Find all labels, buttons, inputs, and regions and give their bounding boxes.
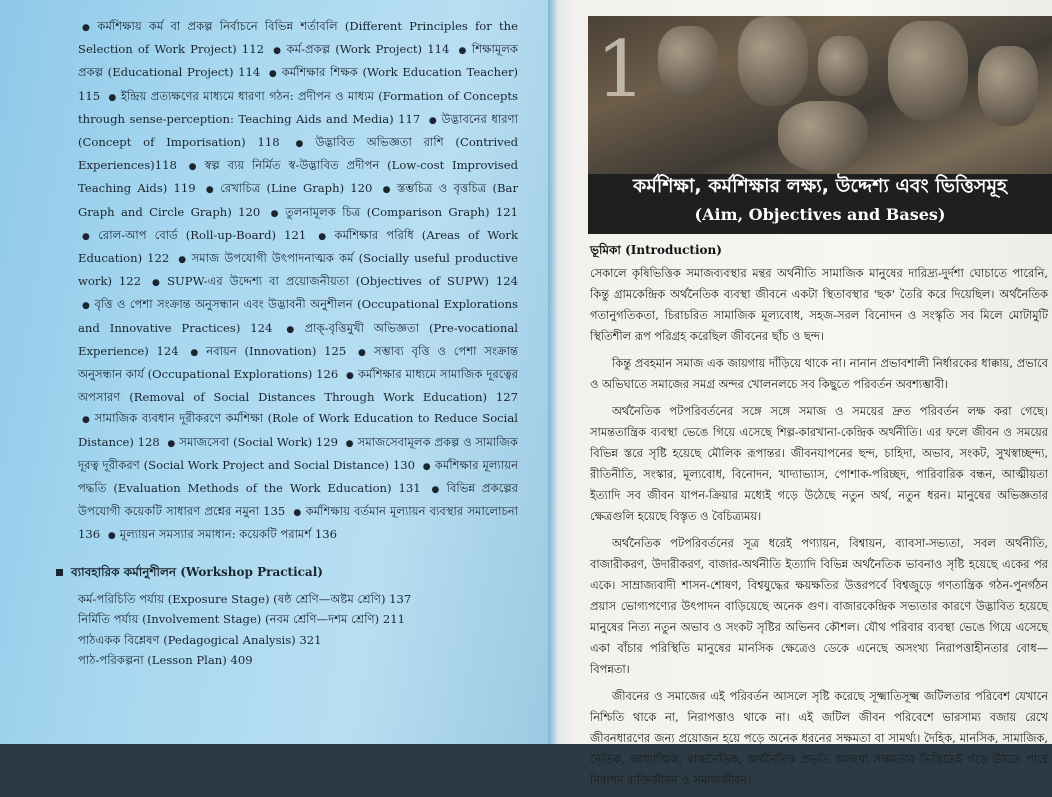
toc-entry: কর্মশিক্ষার মূল্যায়ন পদ্ধতি (Evaluation Methods of the Work Education) 131	[78, 457, 519, 496]
toc-entry: সমাজসেবা (Social Work) 129	[179, 434, 338, 449]
toc-entry: কর্মশিক্ষার মাধ্যমে সামাজিক দূরত্বের অপসারণ (Removal of Social Distances Through Work Education) 127	[78, 367, 518, 405]
toc-entry: কর্মশিক্ষার পরিধি (Areas of Work Education) 122	[78, 227, 518, 266]
toc-entry: উদ্ভাবনের ধারণা (Concept of Imporisation) 118	[78, 111, 518, 150]
square-bullet-icon	[56, 569, 63, 576]
toc-entry: কর্মশিক্ষায় কর্ম বা প্রকল্প নির্বাচনে বিভিন্ন শর্তাবলি (Different Principles for the Selection of Work Project) 112	[78, 19, 518, 57]
practical-item: নির্মিতি পর্যায় (Involvement Stage) (নবম শ্রেণি—দশম শ্রেণি) 211	[78, 612, 405, 627]
pottery-image	[818, 36, 868, 96]
paragraph: সেকালে কৃষিভিত্তিক সমাজব্যবস্থার মন্থর অর্থনীতি সামাজিক মানুষের দারিদ্র্য-দুর্দশা ঘোচাতে পারেনি, কিন্তু গ্রামকেন্দ্রিক অর্থনৈতিক ব্যবস্থা জীবনে একটা স্থিতাবস্থার 'ছক' তৈরি করে দিয়েছিল। অর্থনৈতিক গতানুগতিকতা, চিরাচরিত সামাজিক মূল্যবোধ, সহজ-সরল বিনোদন ও সংস্কৃতি সব মিলে মোটামুটি স্থিতিশীল রূপ পরিগ্রহ করেছিল জীবনের ছাঁচ ও ছন্দ।	[590, 266, 1048, 343]
toc-entry: তুলনামূলক চিত্র (Comparison Graph) 121	[285, 204, 518, 219]
toc-entry: সমাজসেবামূলক প্রকল্প ও সামাজিক দূরত্ব দূরীকরণ (Social Work Project and Social Distance) 130	[78, 434, 518, 472]
book-spine	[548, 0, 574, 744]
toc-entry: সমাজ উপযোগী উৎপাদনাত্মক কর্ম (Socially useful productive work) 122	[78, 251, 518, 289]
practical-list	[78, 589, 518, 671]
toc-entry: মূল্যায়ন সমস্যার সমাধান: কয়েকটি পরামর্শ 136	[119, 527, 338, 542]
toc-entry: শিক্ষামূলক প্রকল্প (Educational Project) 114	[78, 42, 519, 80]
toc-entry: সামাজিক ব্যবধান দূরীকরণে কর্মশিক্ষা (Role of Work Education to Reduce Social Distance) 128	[78, 411, 518, 449]
chapter-banner	[588, 16, 1052, 234]
practical-item: পাঠএকক বিশ্লেষণ (Pedagogical Analysis) 321	[78, 632, 322, 647]
intro-heading: ভূমিকা (Introduction)	[590, 243, 722, 257]
paragraph: জীবনের ও সমাজের এই পরিবর্তন আসলে সৃষ্টি করেছে সূক্ষ্মাতিসূক্ষ্ম জটিলতার পরিবেশ যেখানে নিশ্চিতি থাকে না, নিরাপত্তাও থাকে না। এই জটিল জীবন পরিবেশে ভারসাম্য বজায় রেখে জীবনধারণের জন্য প্রয়োজন হয়ে পড়ে অনেক ধরনের সক্ষমতা বা সামর্থ্য। দৈহিক, মানসিক, সামাজিক, নৈতিক, আধ্যাত্মিক, রাজনৈতিক, অর্থনৈতিক প্রভৃতি অসংখ্য সক্ষমতার ভিত্তিতেই গড়ে উঠতে পারে নিরাপদ ব্যক্তিজীবন ও সমাজজীবন।	[590, 689, 1048, 787]
toc-entry: কর্মশিক্ষার শিক্ষক (Work Education Teacher) 115	[78, 65, 519, 103]
toc-entry: কর্মশিক্ষায় বর্তমান মূল্যায়ন ব্যবস্থার সমালোচনা 136	[78, 504, 519, 542]
pottery-image	[978, 46, 1038, 126]
practical-item: কর্ম-পরিচিতি পর্যায় (Exposure Stage) (ষষ্ঠ শ্রেণি—অষ্টম শ্রেণি) 137	[78, 591, 412, 606]
left-page	[0, 0, 548, 744]
toc-entry: সম্ভাব্য বৃত্তি ও পেশা সংক্রান্ত অনুসন্ধান কার্য (Occupational Explorations) 126	[78, 343, 518, 382]
toc-entry: বিভিন্ন প্রকল্পের উপযোগী কয়েকটি সাধারণ প্রশ্নের নমুনা 135	[78, 481, 519, 519]
chapter-title: কর্মশিক্ষা, কর্মশিক্ষার লক্ষ্য, উদ্দেশ্য এবং ভিত্তিসমূহ	[632, 175, 1008, 197]
sculpture-image	[888, 21, 968, 121]
paragraph: অর্থনৈতিক পটপরিবর্তনের সঙ্গে সঙ্গে সমাজ ও সময়ের দ্রুত পরিবর্তন লক্ষ করা গেছে। সামন্ততান্ত্রিক ব্যবস্থা ভেঙে গিয়ে এসেছে শিল্প-কারখানা-কেন্দ্রিক অর্থনীতি। এর ফলে জীবন ও সময়ের বিভিন্ন স্তরে সৃষ্টি হয়েছে মৌলিক রূপান্তর। জীবনযাপনের ছন্দ, চাহিদা, অভাব, সংকট, সুখস্বাচ্ছন্দ্য, রীতিনীতি, সংস্কার, মূল্যবোধ, বিনোদন, খাদ্যাভ্যাস, পোশাক-পরিচ্ছদ, পারিবারিক বন্ধন, আত্মীয়তা ইত্যাদি সব জীবন যাপন-ক্রিয়ার মধ্যেই গড়ে উঠেছে নতুন অর্থ, নতুন ধরন। মানুষের অভিজ্ঞতার ক্ষেত্রগুলি হয়েছে বিস্তৃত ও বৈচিত্র্যময়।	[590, 404, 1048, 523]
section-heading-workshop	[71, 562, 518, 583]
toc-list: ● কর্মশিক্ষায় কর্ম বা প্রকল্প নির্বাচনে বিভিন্ন শর্তাবলি (Different Principles for the Selection of Work Project) 112 ● কর্ম-প্রকল্প (Work Project) 114 ● শিক্ষামূলক প্রকল্প (Educational Project) 114 ● কর্মশিক্ষার শিক্ষক (Work Education Teacher) 115 ● ইন্দ্রিয় প্রত্যক্ষণের মাধ্যমে ধারণা গঠন: প্রদীপন ও মাধ্যম (Formation of Concepts through sense-perception: Teaching Aids and Media) 117 ● উদ্ভাবনের ধারণা (Concept of Imporisation) 118 ● উদ্ভাবিত অভিজ্ঞতা রাশি (Contrived Experiences)118 ● স্বল্প ব্যয় নির্মিত স্ব-উদ্ভাবিত প্রদীপন (Low-cost Improvised Teaching Aids) 119 ● রেখাচিত্র (Line Graph) 120 ● স্তম্ভচিত্র ও বৃত্তচিত্র (Bar Graph and Circle Graph) 120 ● তুলনামূলক চিত্র (Comparison Graph) 121 ● রোল-আপ বোর্ড (Roll-up-Board) 121 ● কর্মশিক্ষার পরিধি (Areas of Work Education) 122 ● সমাজ উপযোগী উৎপাদনাত্মক কর্ম (Socially useful productive work) 122 ● SUPW-এর উদ্দেশ্য বা প্রয়োজনীয়তা (Objectives of SUPW) 124 ● বৃত্তি ও পেশা সংক্রান্ত অনুসন্ধান এবং উদ্ভাবনী অনুশীলন (Occupational Explorations and Innovative Practices) 124 ● প্রাক্-বৃত্তিমুখী অভিজ্ঞতা (Pre-vocational Experience) 124 ● নবায়ন (Innovation) 125 ● সম্ভাব্য বৃত্তি ও পেশা সংক্রান্ত অনুসন্ধান কার্য (Occupational Explorations) 126 ● কর্মশিক্ষার মাধ্যমে সামাজিক দূরত্বের অপসারণ (Removal of Social Distances Through Work Education) 127 ● সামাজিক ব্যবধান দূরীকরণে কর্মশিক্ষা (Role of Work Education to Reduce Social Distance) 128 ● সমাজসেবা (Social Work) 129 ● সমাজসেবামূলক প্রকল্প ও সামাজিক দূরত্ব দূরীকরণ (Social Work Project and Social Distance) 130 ● কর্মশিক্ষার মূল্যায়ন পদ্ধতি (Evaluation Methods of the Work Education) 131 ● বিভিন্ন প্রকল্পের উপযোগী কয়েকটি সাধারণ প্রশ্নের নমুনা 135 ● কর্মশিক্ষায় বর্তমান মূল্যায়ন ব্যবস্থার সমালোচনা 136 ● মূল্যায়ন সমস্যার সমাধান: কয়েকটি পরামর্শ 136	[78, 19, 519, 542]
toc-entry: বৃত্তি ও পেশা সংক্রান্ত অনুসন্ধান এবং উদ্ভাবনী অনুশীলন (Occupational Explorations and Innovative Practices) 124	[78, 297, 518, 335]
toc-entry: রোল-আপ বোর্ড (Roll-up-Board) 121	[98, 227, 307, 242]
toc-entry: নবায়ন (Innovation) 125	[206, 343, 347, 358]
chapter-number: 1	[596, 25, 646, 115]
pottery-image	[658, 26, 718, 96]
pottery-image	[738, 16, 808, 106]
toc-entry: উদ্ভাবিত অভিজ্ঞতা রাশি (Contrived Experiences)118	[78, 135, 519, 173]
practical-item: পাঠ-পরিকল্পনা (Lesson Plan) 409	[78, 653, 253, 668]
toc-entry: SUPW-এর উদ্দেশ্য বা প্রয়োজনীয়তা (Objectives of SUPW) 124	[167, 274, 518, 289]
toc-entry: ইন্দ্রিয় প্রত্যক্ষণের মাধ্যমে ধারণা গঠন: প্রদীপন ও মাধ্যম (Formation of Concepts through sense-perception: Teaching Aids and Media) 117	[78, 88, 518, 126]
toc-entry: স্বল্প ব্যয় নির্মিত স্ব-উদ্ভাবিত প্রদীপন (Low-cost Improvised Teaching Aids) 119	[78, 158, 518, 196]
paragraph: অর্থনৈতিক পটপরিবর্তনের সূত্র ধরেই পণ্যায়ন, বিশ্বায়ন, ব্যাবসা-সভ্যতা, সবল অর্থনীতি, বাজারীকরণ, উদারীকরণ, বাজার-অর্থনীতি ইত্যাদি বিভিন্ন অর্থনৈতিক ভাবনাও সৃষ্টি হয়েছে একের পর একে। সাম্রাজ্যবাদী শাসন-শোষণ, বিশ্বযুদ্ধের ক্ষয়ক্ষতির উত্তরপর্বে বিশ্বজুড়ে গণতান্ত্রিক গঠন-পুনর্গঠন প্রয়াস ভোগ্যপণ্যের উৎপাদন বাড়িয়েছে অনেক গুণ। বাজারকেন্দ্রিক সভ্যতার কারণে উদ্ভাবিত হয়েছে মানুষের নিত্য নতুন অভাব ও সংকট সৃষ্টির অভিনব কৌশল। যৌথ পরিবার ব্যবস্থা ভেঙে গিয়ে এসেছে একা বাঁচার পরিস্থিতি মানুষের মানসিক ক্ষেত্রেও ডেকে এনেছে অসংখ্য নিরাপত্তাহীনতার বোধ—বিপন্নতা।	[590, 536, 1048, 676]
toc-entry: কর্ম-প্রকল্প (Work Project) 114	[286, 42, 450, 57]
toc-entry: স্তম্ভচিত্র ও বৃত্তচিত্র (Bar Graph and Circle Graph) 120	[78, 181, 518, 219]
vase-image	[778, 101, 868, 171]
right-page	[574, 0, 1052, 787]
chapter-body	[590, 240, 1048, 797]
toc-entry: প্রাক্-বৃত্তিমুখী অভিজ্ঞতা (Pre-vocational Experience) 124	[78, 320, 519, 358]
chapter-subtitle: (Aim, Objectives and Bases)	[694, 205, 946, 224]
section-heading-text: ব্যাবহারিক কর্মানুশীলন (Workshop Practical)	[71, 564, 323, 579]
paragraph: কিন্তু প্রবহমান সমাজ এক জায়গায় দাঁড়িয়ে থাকে না। নানান প্রভাবশালী নির্ধারকের ধাক্কায়, প্রভাবে ও অভিঘাতে সমাজের সমগ্র অন্দর খোলনলচে সব কিছুতে পরিবর্তন অবশ্যম্ভাবী।	[590, 356, 1048, 391]
toc-entry: রেখাচিত্র (Line Graph) 120	[220, 181, 373, 196]
